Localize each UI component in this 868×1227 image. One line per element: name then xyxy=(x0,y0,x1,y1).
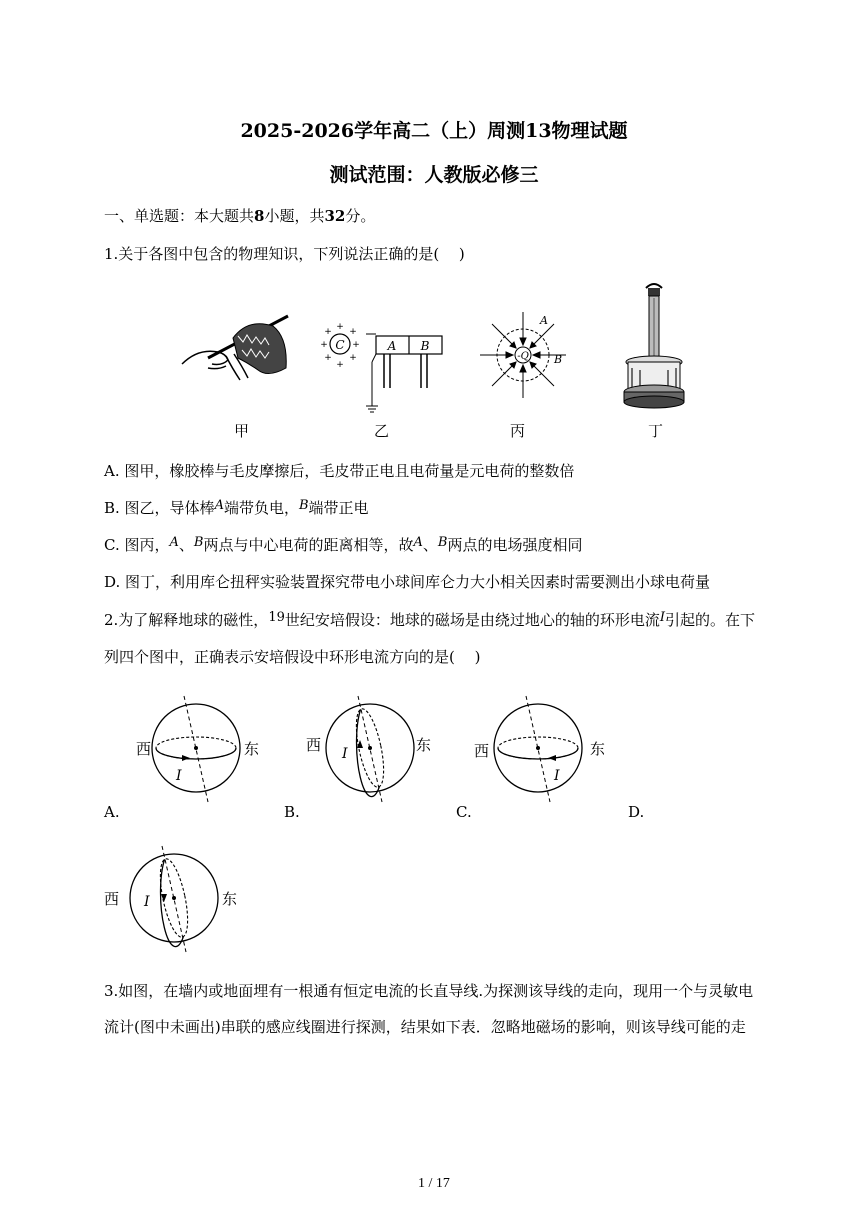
svg-text:+: + xyxy=(320,340,328,350)
svg-text:西: 西 xyxy=(306,736,322,754)
svg-text:I: I xyxy=(176,768,182,784)
svg-text:东: 东 xyxy=(244,740,260,758)
q2-option-a-label: A. xyxy=(104,803,120,821)
svg-text:西: 西 xyxy=(136,740,152,758)
fig-label-c: C xyxy=(335,338,345,352)
fig-label-q: -Q xyxy=(517,351,529,362)
globe-option-c-icon xyxy=(470,694,618,806)
caption-jia: 甲 xyxy=(234,422,250,440)
caption-ding: 丁 xyxy=(648,422,664,440)
globe-option-a-icon xyxy=(128,694,276,806)
question-3-line1: 3.如图，在墙内或地面埋有一根通有恒定电流的长直导线.为探测该导线的走向，现用一个与灵敏电 xyxy=(104,982,754,1000)
svg-text:+: + xyxy=(352,340,360,350)
section-header: 一、单选题：本大题共8小题，共32分。 xyxy=(104,207,376,225)
question-2-line1: 2.为了解释地球的磁性，19世纪安培假设：地球的磁场是由绕过地心的轴的环形电流I引起的。在下 xyxy=(104,610,756,629)
svg-text:+: + xyxy=(336,360,344,370)
svg-text:+: + xyxy=(349,327,357,337)
svg-text:西: 西 xyxy=(104,890,120,908)
svg-text:+: + xyxy=(324,327,332,337)
q1-option-d: D. 图丁，利用库仑扭秤实验装置探究带电小球间库仑力大小相关因素时需要测出小球电荷量 xyxy=(104,573,711,591)
globe-option-b-icon xyxy=(302,694,450,806)
question-2-line2: 列四个图中，正确表示安培假设中环形电流方向的是( ) xyxy=(104,648,481,666)
svg-text:东: 东 xyxy=(590,740,606,758)
question-1-stem: 1.关于各图中包含的物理知识，下列说法正确的是( ) xyxy=(104,245,465,263)
figure-ding-torsion-balance-icon xyxy=(620,278,688,412)
svg-text:东: 东 xyxy=(222,890,238,908)
svg-text:I: I xyxy=(342,746,348,762)
figure-jia-rubbing-icon xyxy=(178,308,298,388)
question-3-line2: 流计(图中未画出)串联的感应线圈进行探测，结果如下表．忽略地磁场的影响，则该导线可能的走 xyxy=(104,1018,746,1036)
q1-option-b: B. 图乙，导体棒A端带负电，B端带正电 xyxy=(104,498,369,517)
page-subtitle: 测试范围：人教版必修三 xyxy=(329,164,539,186)
svg-text:西: 西 xyxy=(474,742,490,760)
q2-option-c-label: C. xyxy=(456,803,472,821)
q1-option-c: C. 图丙，A、B两点与中心电荷的距离相等，故A、B两点的电场强度相同 xyxy=(104,535,583,554)
svg-text:+: + xyxy=(349,353,357,363)
svg-text:东: 东 xyxy=(416,736,432,754)
q2-option-d-label: D. xyxy=(628,803,645,821)
svg-text:+: + xyxy=(336,322,344,332)
fig-label-a: A xyxy=(387,339,397,353)
page-number: 1 / 17 xyxy=(418,1176,450,1191)
globe-option-d-icon xyxy=(104,844,252,956)
fig-label-b: B xyxy=(420,339,430,353)
svg-text:I: I xyxy=(554,768,560,784)
svg-text:I: I xyxy=(144,894,150,910)
q2-option-b-label: B. xyxy=(284,803,300,821)
figure-bing-field-icon xyxy=(478,308,572,402)
page-title: 2025-2026学年高二（上）周测13物理试题 xyxy=(240,120,628,142)
svg-text:+: + xyxy=(324,353,332,363)
q1-option-a: A. 图甲，橡胶棒与毛皮摩擦后，毛皮带正电且电荷量是元电荷的整数倍 xyxy=(104,462,575,480)
caption-bing: 丙 xyxy=(510,422,526,440)
fig-label-point-b: B xyxy=(554,353,563,366)
caption-yi: 乙 xyxy=(374,422,390,440)
figure-yi-conductor-icon xyxy=(318,322,448,414)
fig-label-point-a: A xyxy=(540,314,548,327)
